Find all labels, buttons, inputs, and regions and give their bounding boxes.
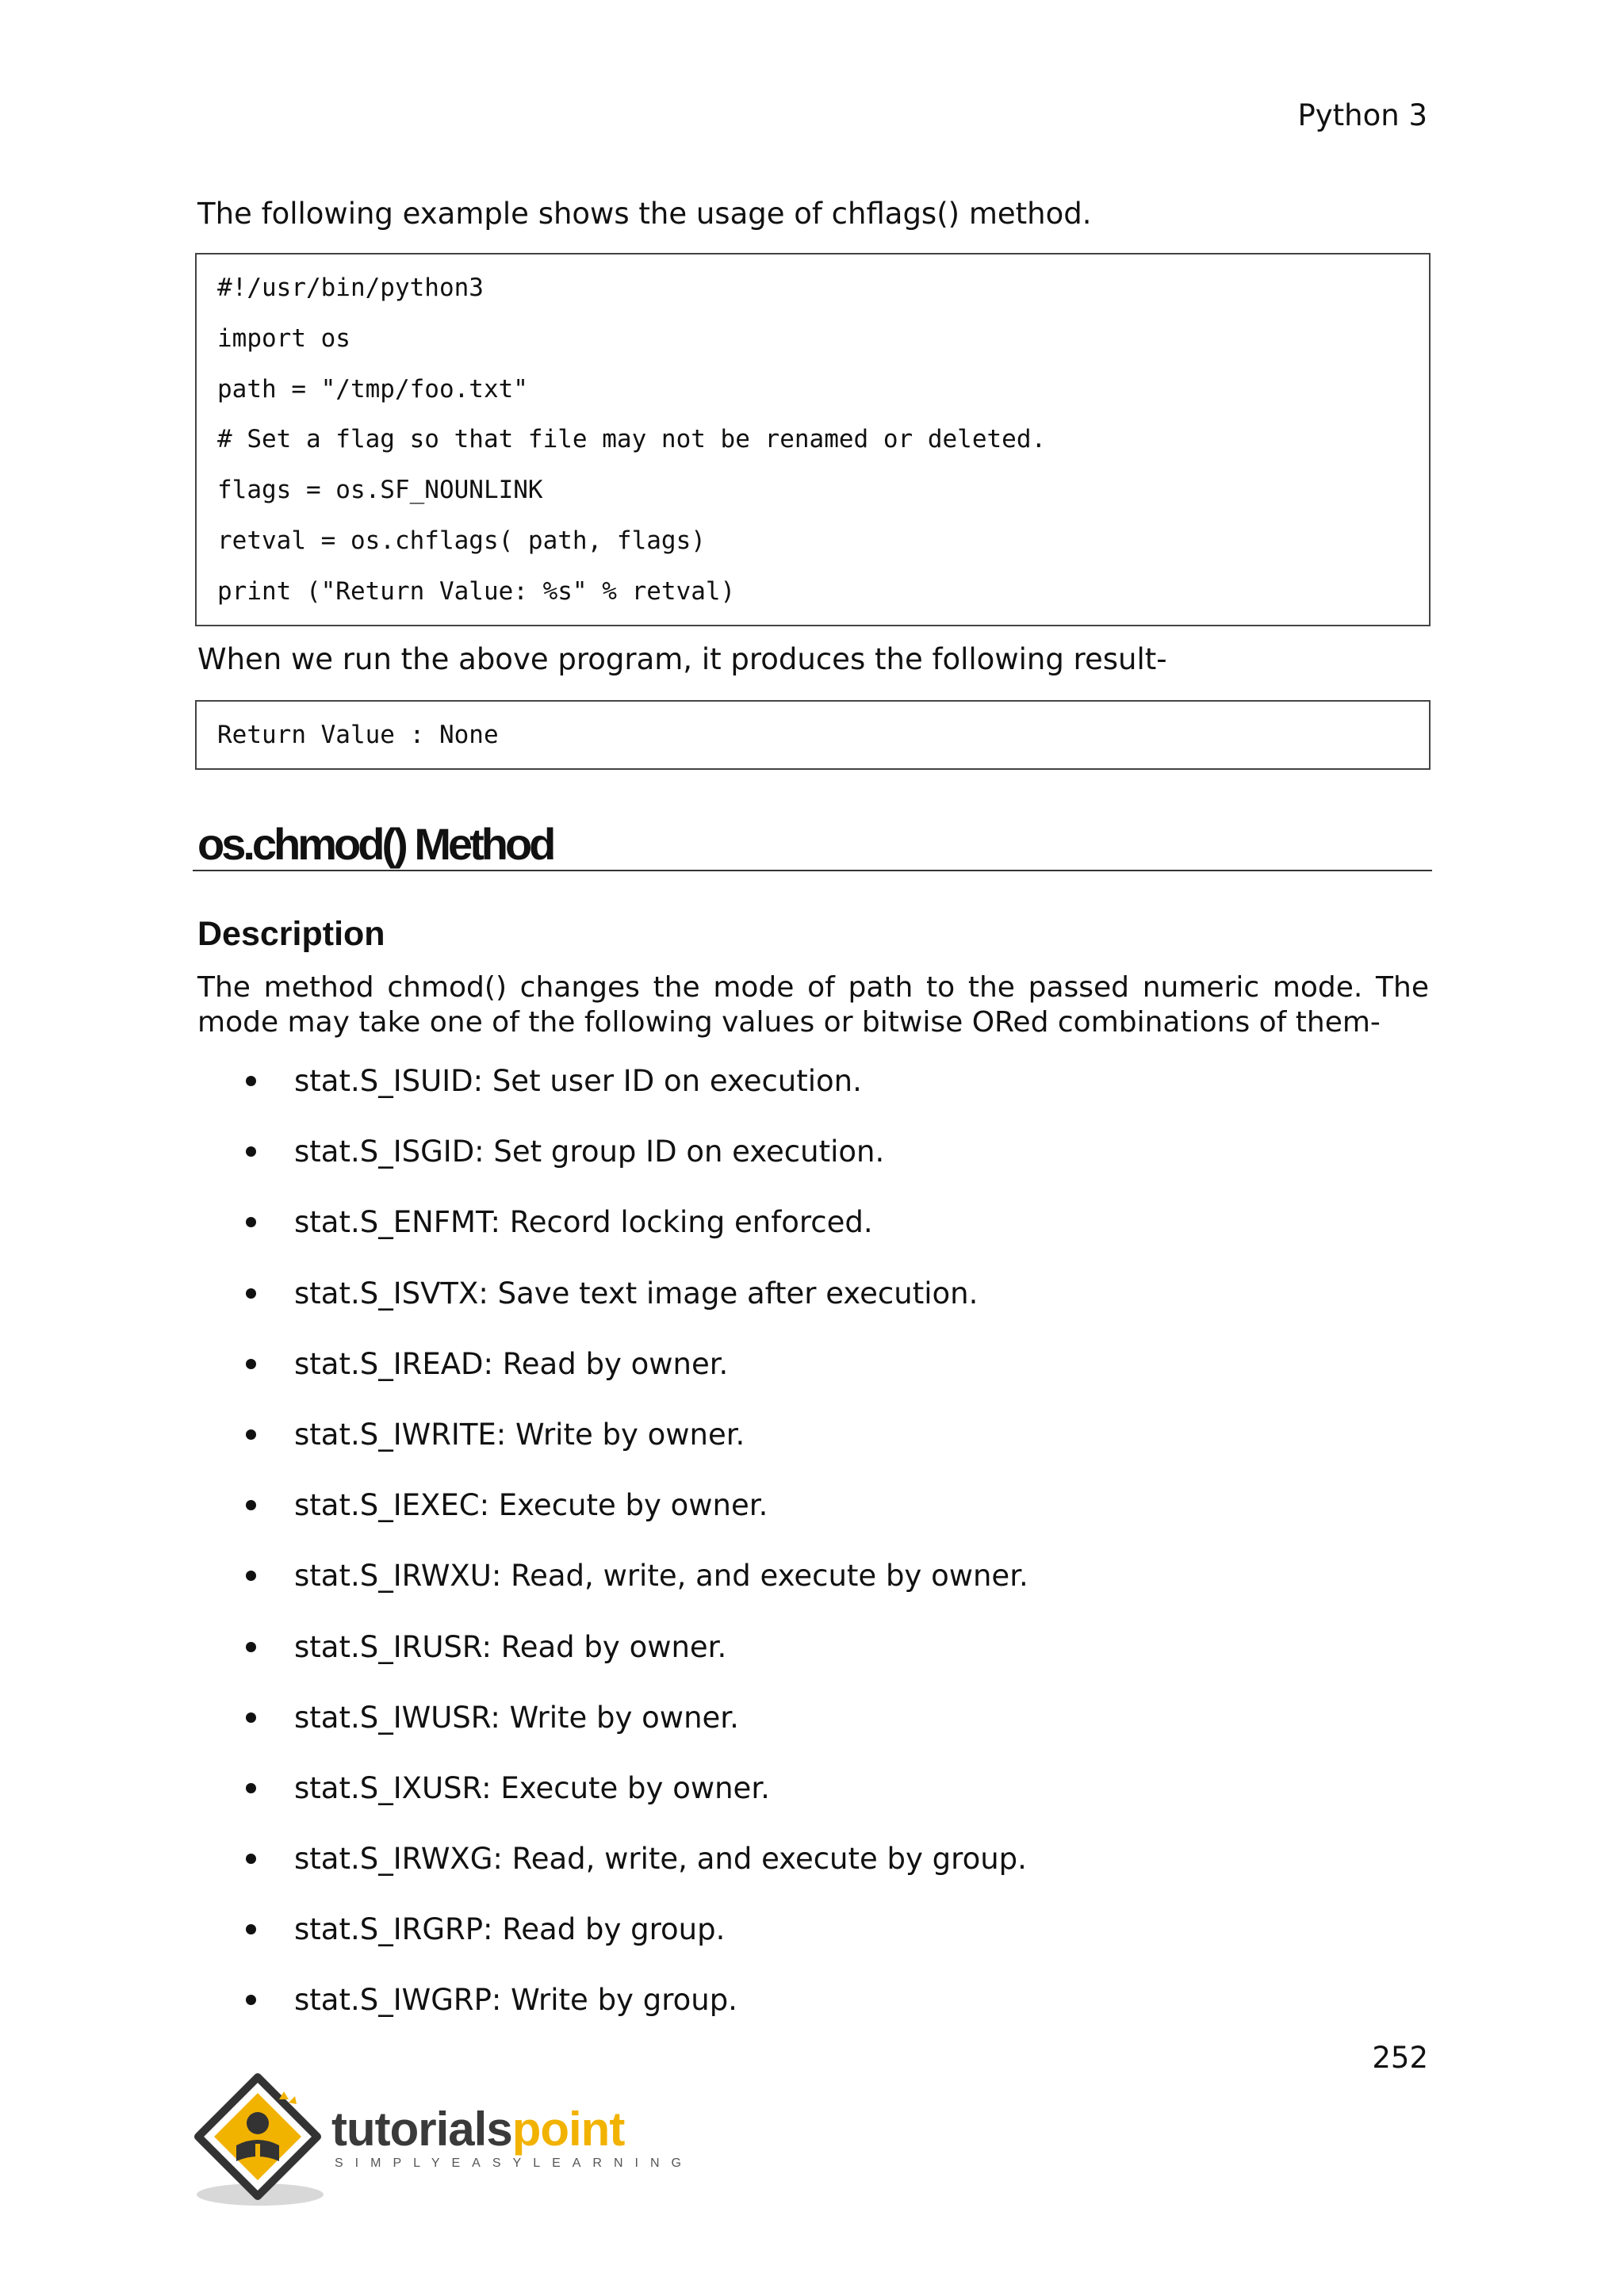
logo-wordmark-part2: point [511,2103,625,2156]
bullet-icon [246,1429,256,1440]
bullet-icon [246,1217,256,1227]
logo-wordmark [331,2103,625,2156]
list-item-text: stat.S_IWGRP: Write by group. [294,1983,737,2018]
bullet-icon [246,1571,256,1581]
intro-paragraph: The following example shows the usage of chflags() method. [197,197,1092,231]
list-item [0,1345,1624,1416]
bullet-icon [246,1924,256,1934]
bullet-icon [246,1712,256,1723]
tutorialspoint-logo-icon [190,2068,325,2210]
list-item [0,1840,1624,1911]
list-item-text: stat.S_IXUSR: Execute by owner. [294,1770,770,1805]
list-item-text: stat.S_IRUSR: Read by owner. [294,1629,727,1664]
output-line: Return Value : None [217,721,499,749]
bullet-icon [246,1288,256,1299]
list-item [0,1133,1624,1203]
logo-wordmark-part1: tutorials [331,2103,512,2156]
list-item-text: stat.S_ISUID: Set user ID on execution. [294,1064,862,1098]
list-item [0,1557,1624,1628]
result-intro-paragraph: When we run the above program, it produces the following result- [197,642,1167,676]
list-item-text: stat.S_ENFMT: Record locking enforced. [294,1205,873,1240]
section-heading: os.chmod() Method [197,819,553,869]
list-item [0,1628,1624,1699]
running-header: Python 3 [1297,98,1427,132]
list-item [0,1487,1624,1557]
code-line: flags = os.SF_NOUNLINK [217,476,543,504]
bullet-icon [246,1642,256,1652]
code-line: retval = os.chflags( path, flags) [217,526,706,555]
tutorialspoint-logo [190,2068,693,2210]
code-line: import os [217,324,350,353]
list-item [0,1203,1624,1274]
mode-constants-list [0,1062,1624,2053]
bullet-icon [246,1359,256,1369]
bullet-icon [246,1995,256,2005]
bullet-icon [246,1076,256,1086]
list-item-text: stat.S_IWUSR: Write by owner. [294,1700,739,1735]
bullet-icon [246,1500,256,1510]
code-block [195,253,1431,626]
code-line: #!/usr/bin/python3 [217,274,484,302]
logo-tagline: SIMPLYEASYLEARNING [335,2156,693,2170]
list-item [0,1416,1624,1487]
bullet-icon [246,1146,256,1157]
list-item [0,1911,1624,1981]
section-divider [193,870,1432,871]
code-line: print ("Return Value: %s" % retval) [217,577,736,606]
page-number: 252 [1372,2041,1428,2075]
list-item-text: stat.S_IRWXU: Read, write, and execute by owner. [294,1559,1028,1594]
code-line: # Set a flag so that file may not be renamed or deleted. [217,425,1047,453]
list-item-text: stat.S_IREAD: Read by owner. [294,1346,729,1381]
output-block [195,700,1431,770]
list-item [0,1770,1624,1840]
list-item [0,1275,1624,1345]
list-item-text: stat.S_ISVTX: Save text image after execution. [294,1276,979,1311]
list-item-text: stat.S_IRGRP: Read by group. [294,1912,726,1947]
description-paragraph: The method chmod() changes the mode of path to the passed numeric mode. The mode may take one of the following values or bitwise ORed combinations of them- [197,971,1429,1039]
bullet-icon [246,1783,256,1793]
list-item-text: stat.S_IRWXG: Read, write, and execute by group. [294,1842,1027,1877]
code-line: path = "/tmp/foo.txt" [217,375,528,404]
bullet-icon [246,1854,256,1864]
list-item [0,1062,1624,1133]
list-item [0,1699,1624,1770]
subsection-heading: Description [197,915,385,953]
list-item-text: stat.S_IEXEC: Execute by owner. [294,1488,768,1523]
list-item-text: stat.S_ISGID: Set group ID on execution. [294,1135,885,1169]
list-item-text: stat.S_IWRITE: Write by owner. [294,1417,745,1452]
